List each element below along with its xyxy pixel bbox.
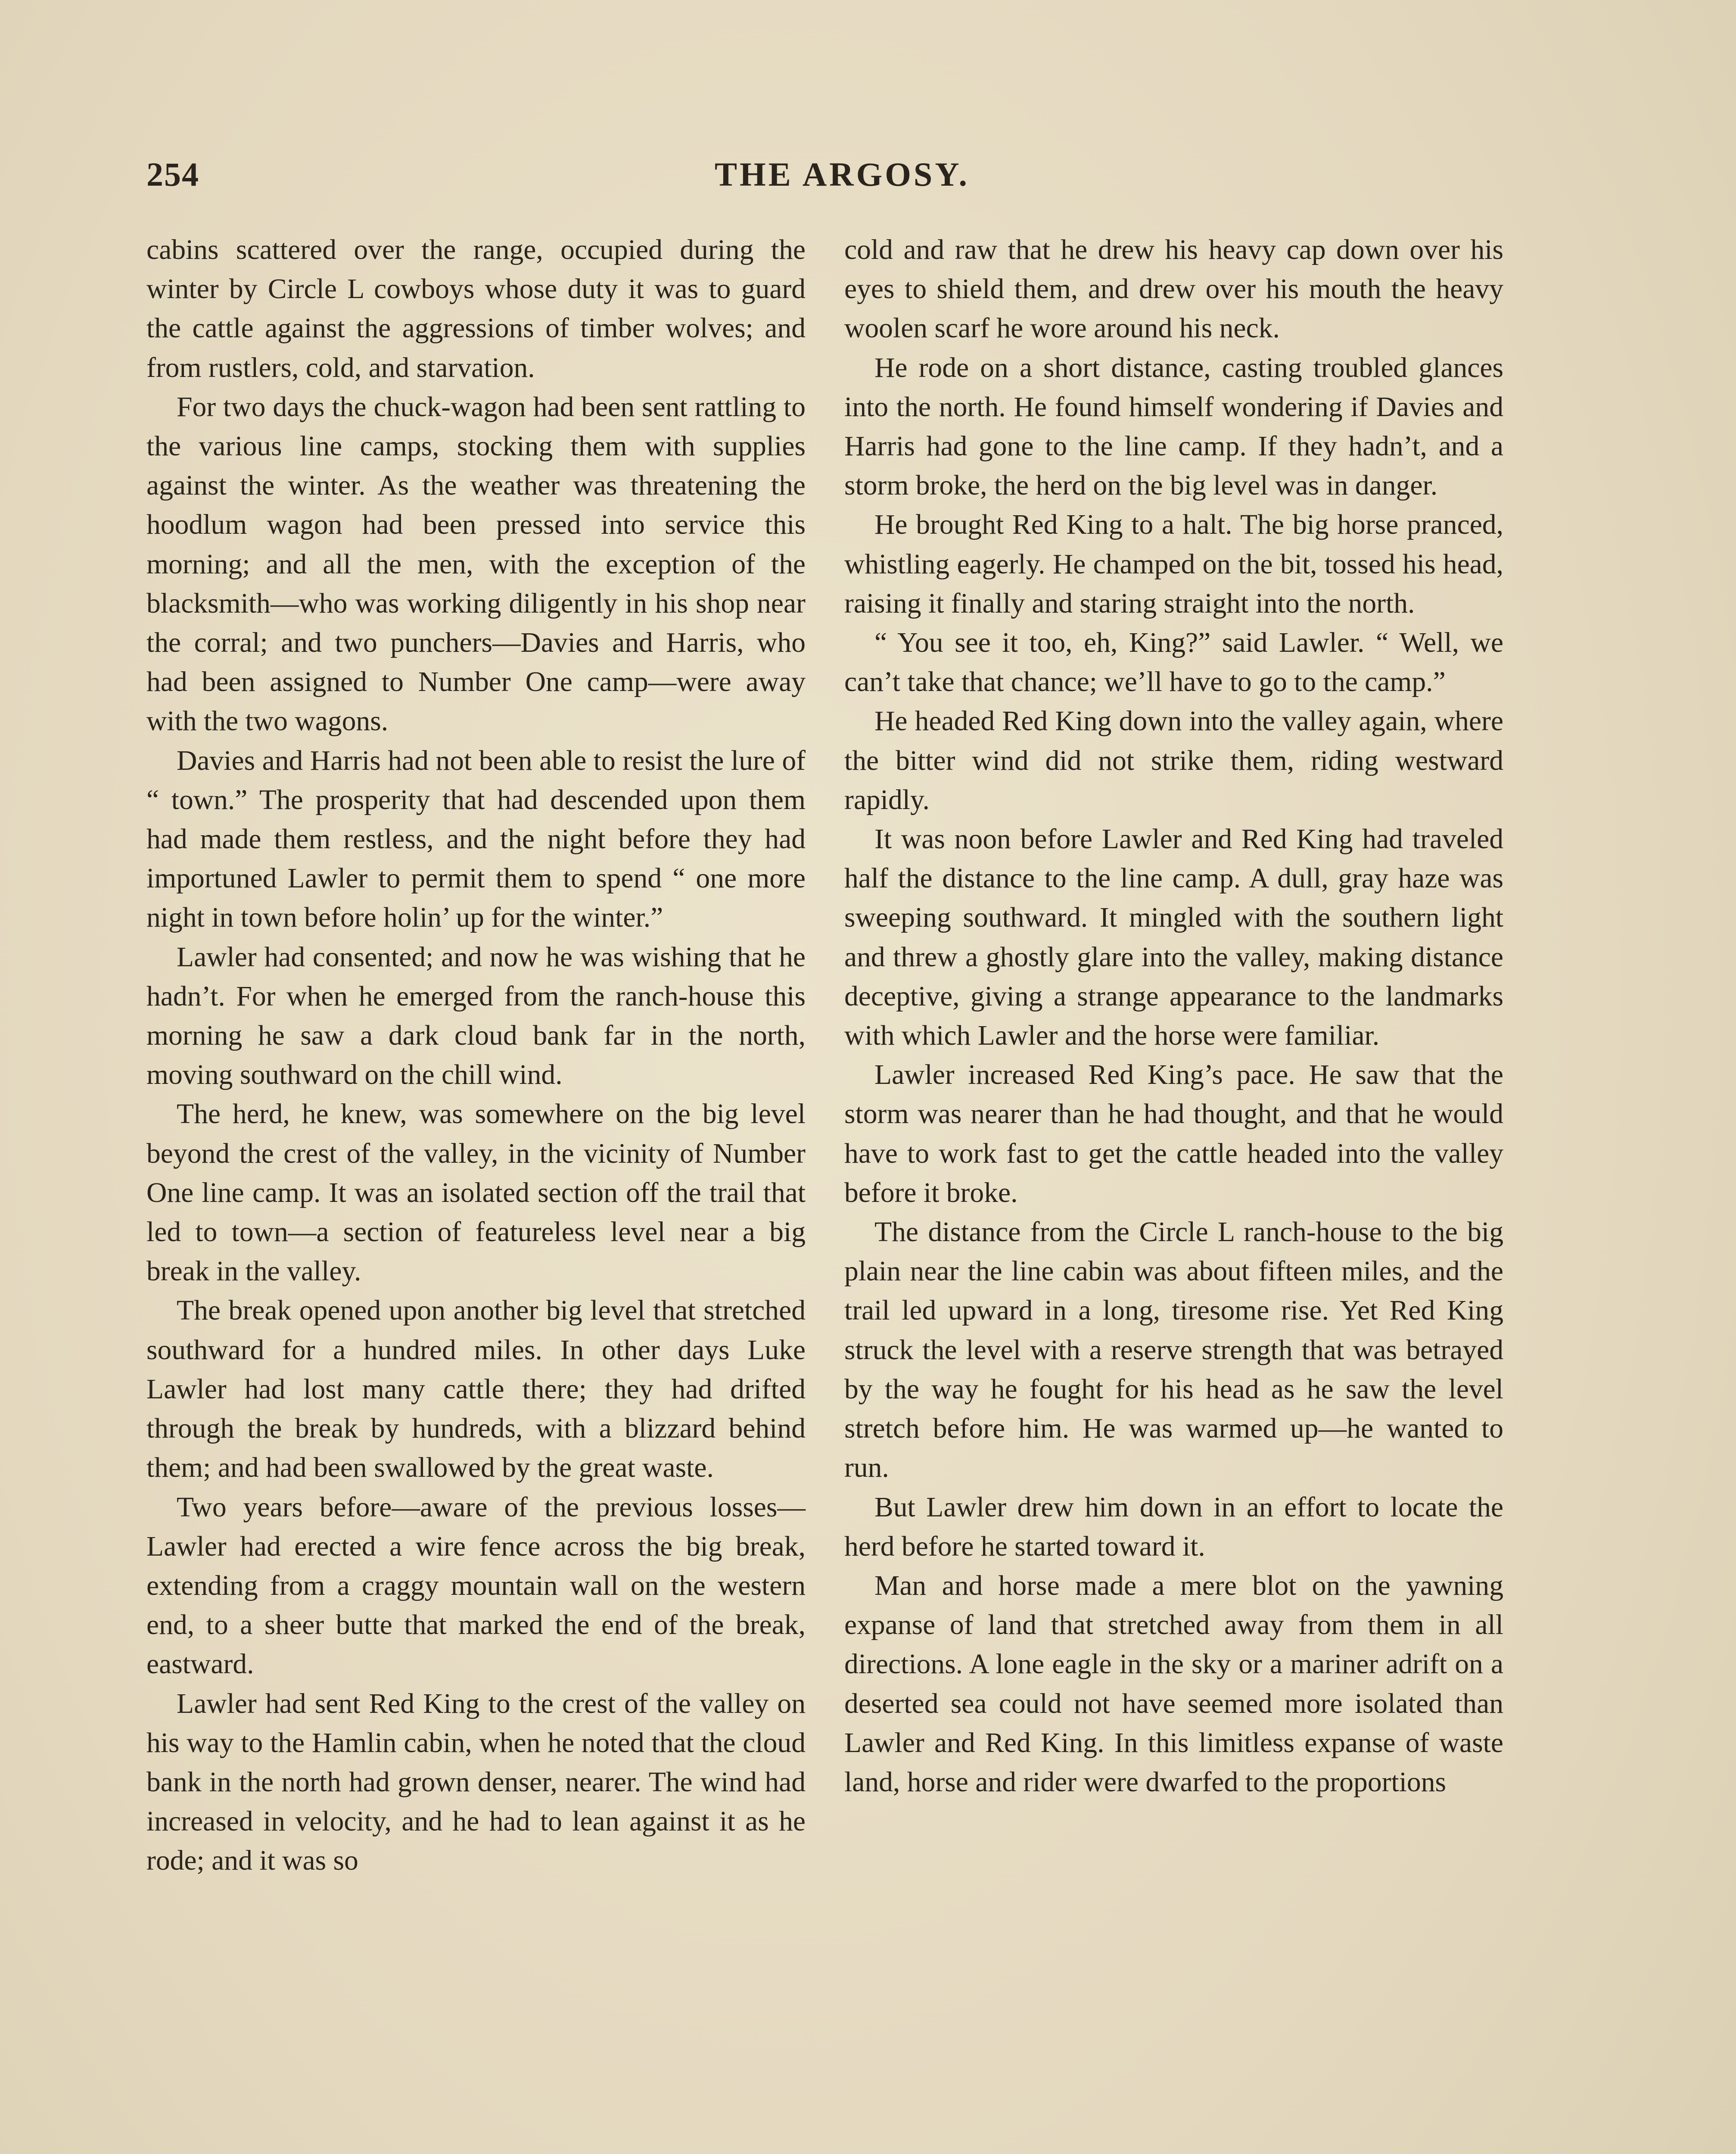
paragraph: But Lawler drew him down in an effort to locate the herd before he started toward it. <box>844 1491 1503 1562</box>
paragraph: For two days the chuck-wagon had been sent rattling to the various line camps, stocking them with supplies against the winter. As the weather was threatening the hoodlum wagon had been pressed into service this morning; and all the men, with the exception of the blacksmith—who was working diligently in his shop near the corral; and two punchers—Davies and Harris, who had been assigned to Number One camp—were away with the two wagons. <box>146 391 806 737</box>
paragraph: He headed Red King down into the valley again, where the bitter wind did not strike them, riding westward rapidly. <box>844 706 1503 816</box>
paragraph: Two years before—aware of the previous losses—Lawler had erected a wire fence across the big break, extending from a craggy mountain wall on the western end, to a sheer butte that marked the end of the break, eastward. <box>146 1491 806 1680</box>
paragraph: The break opened upon another big level that stretched southward for a hundred miles. In other days Luke Lawler had lost many cattle there; they had drifted through the break by hundreds, with a blizzard behind them; and had been swallowed by the great waste. <box>146 1295 806 1484</box>
page-number: 254 <box>146 156 199 193</box>
paragraph: It was noon before Lawler and Red King had traveled half the distance to the line camp. A dull, gray haze was sweeping southward. It mingled with the southern light and threw a ghostly glare into the valley, making distance deceptive, giving a strange appearance to the landmarks with which Lawler and the horse were familiar. <box>844 824 1503 1052</box>
running-title: THE ARGOSY. <box>715 156 970 193</box>
paragraph: Lawler increased Red King’s pace. He saw that the storm was nearer than he had thought, and that he would have to work fast to get the cattle headed into the valley before it broke. <box>844 1059 1503 1208</box>
paragraph: cabins scattered over the range, occupied during the winter by Circle L cowboys whose duty it was to guard the cattle against the aggressions of timber wolves; and from rustlers, cold, and starvation. <box>146 234 806 383</box>
paragraph: cold and raw that he drew his heavy cap down over his eyes to shield them, and drew over his mouth the heavy woolen scarf he wore around his neck. <box>844 234 1503 344</box>
paragraph: Lawler had sent Red King to the crest of the valley on his way to the Hamlin cabin, when he noted that the cloud bank in the north had grown denser, nearer. The wind had increased in velocity, and he had to lean against it as he rode; and it was so <box>146 1688 806 1877</box>
paragraph: Davies and Harris had not been able to resist the lure of “ town.” The prosperity that had descended upon them had made them restless, and the night before they had importuned Lawler to permit them to spend “ one more night in town before holin’ up for the winter.” <box>146 745 806 934</box>
right-column <box>844 230 1503 1802</box>
page-header <box>146 155 1538 207</box>
paragraph: Lawler had consented; and now he was wishing that he hadn’t. For when he emerged from the ranch-house this morning he saw a dark cloud bank far in the north, moving southward on the chill wind. <box>146 941 806 1091</box>
left-column <box>146 230 806 1881</box>
paragraph: He rode on a short distance, casting troubled glances into the north. He found himself wondering if Davies and Harris had gone to the line camp. If they hadn’t, and a storm broke, the herd on the big level was in danger. <box>844 352 1503 501</box>
paragraph: He brought Red King to a halt. The big horse pranced, whistling eagerly. He champed on the bit, tossed his head, raising it finally and staring straight into the north. <box>844 509 1503 619</box>
paragraph: The herd, he knew, was somewhere on the big level beyond the crest of the valley, in the vicinity of Number One line camp. It was an isolated section off the trail that led to town—a section of featureless level near a big break in the valley. <box>146 1099 806 1287</box>
paragraph: “ You see it too, eh, King?” said Lawler. “ Well, we can’t take that chance; we’ll have to go to the camp.” <box>844 627 1503 698</box>
paragraph: The distance from the Circle L ranch-house to the big plain near the line cabin was about fifteen miles, and the trail led upward in a long, tiresome rise. Yet Red King struck the level with a reserve strength that was betrayed by the way he fought for his head as he saw the level stretch before him. He was warmed up—he wanted to run. <box>844 1217 1503 1484</box>
paragraph: Man and horse made a mere blot on the yawning expanse of land that stretched away from them in all directions. A lone eagle in the sky or a mariner adrift on a deserted sea could not have seemed more isolated than Lawler and Red King. In this limitless expanse of waste land, horse and rider were dwarfed to the proportions <box>844 1570 1503 1798</box>
